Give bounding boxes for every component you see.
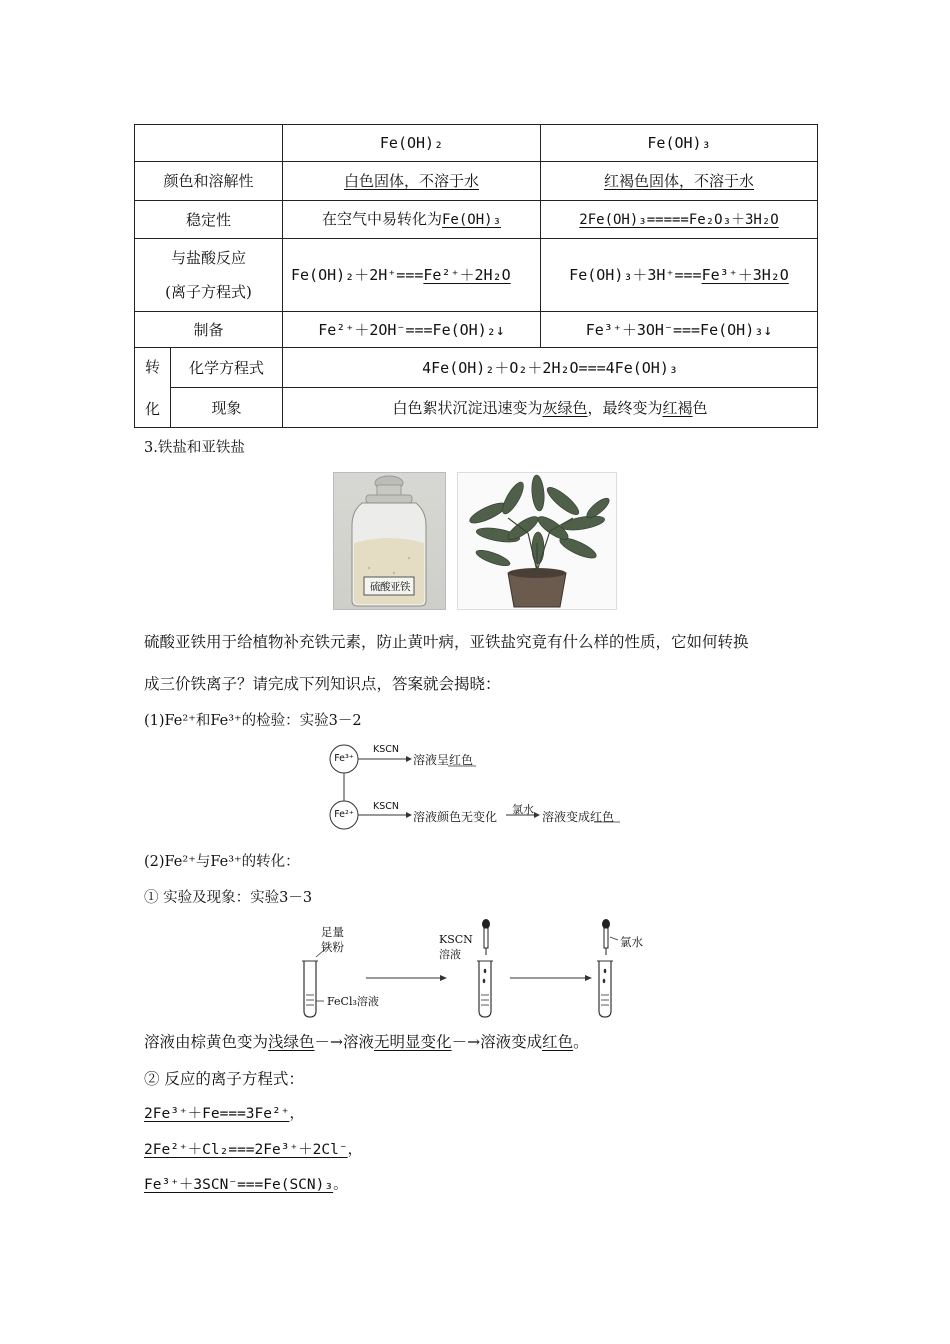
iron-powder-line1: 足量 (321, 925, 344, 939)
acid-fe3-prefix: Fe(OH)₃＋3H⁺=== (569, 266, 702, 284)
result-fe2-final (542, 808, 614, 825)
conv-char-1: 转 (144, 357, 160, 376)
table-corner-cell (135, 125, 283, 162)
answer-feoh2-stability: Fe(OH)₃ (442, 212, 502, 228)
iron-powder-line2: 铁粉 (321, 940, 344, 954)
answer-feoh3-acid: Fe³⁺＋3H₂O (701, 266, 789, 284)
conv-char-2: 化 (144, 399, 160, 418)
intro-line-1: 硫酸亚铁用于给植物补充铁元素，防止黄叶病，亚铁盐究竟有什么样的性质，它如何转换 (144, 633, 749, 651)
iron-powder-label (321, 925, 344, 955)
fe3-ion-label: Fe³⁺ (334, 753, 354, 764)
intro-line-2: 成三价铁离子？请完成下列知识点，答案就会揭晓： (144, 675, 501, 693)
header-feoh3: Fe(OH)₃ (541, 125, 818, 162)
item-2-2-heading: ② 反应的离子方程式： (144, 1070, 304, 1088)
equation-1-end: ， (289, 1106, 304, 1122)
iron-hydroxide-table (134, 124, 818, 428)
answer-light-green: 浅绿色 (268, 1033, 315, 1051)
equation-2: 2Fe²⁺＋Cl₂===2Fe³⁺＋2Cl⁻ (144, 1142, 348, 1158)
equation-3: Fe³⁺＋3SCN⁻===Fe(SCN)₃ (144, 1177, 334, 1193)
kscn-solution-line2: 溶液 (439, 948, 461, 961)
obs-p1: 溶液由棕黄色变为 (144, 1033, 269, 1051)
item-2-1-heading: ① 实验及现象：实验3－3 (144, 890, 313, 906)
answer-red-brown: 红褐 (662, 398, 693, 417)
ferrous-sulfate-bottle-photo (333, 472, 446, 610)
answer-feoh2-color: 白色固体，不溶于水 (343, 172, 479, 190)
plant-icon (458, 473, 616, 609)
acid-label-line2: (离子方程式) (165, 283, 252, 301)
prep-feoh3: Fe³⁺＋3OH⁻===Fe(OH)₃↓ (541, 312, 818, 348)
row-label-phenomenon: 现象 (171, 388, 283, 428)
chlorine-water-label: 氯水 (512, 803, 534, 816)
acid-label-line1: 与盐酸反应 (170, 249, 246, 267)
equation-3-end: 。 (333, 1177, 348, 1193)
stability-fe2-prefix: 在空气中易转化为 (321, 210, 442, 228)
answer-feoh3-color: 红褐色固体，不溶于水 (603, 172, 754, 190)
phenomenon-suffix: 色 (692, 398, 708, 417)
conversion-equation: 4Fe(OH)₂＋O₂＋2H₂O===4Fe(OH)₃ (283, 348, 818, 388)
phenomenon-middle: ，最终变为 (587, 398, 663, 417)
plant-photo (457, 472, 617, 610)
row-label-prep: 制备 (135, 312, 283, 348)
bottle-label: 硫酸亚铁 (370, 581, 410, 593)
observation-line (144, 1030, 589, 1052)
result-fe2-no-change: 溶液颜色无变化 (413, 810, 498, 824)
answer-feoh2-acid: Fe²⁺＋2H₂O (423, 266, 511, 284)
kscn-label-bottom: KSCN (373, 801, 399, 812)
section3-heading: 3.铁盐和亚铁盐 (144, 440, 245, 456)
equation-2-end: ， (347, 1142, 363, 1158)
kscn-label-top: KSCN (373, 744, 399, 755)
obs-p2: 溶液 (343, 1033, 375, 1051)
chlorine-water-label-2: 氯水 (620, 935, 643, 949)
result-fe2-answer: 红色 (590, 810, 615, 824)
phenomenon-prefix: 白色絮状沉淀迅速变为 (392, 398, 543, 417)
equation-2-line (144, 1138, 362, 1159)
result-fe2-prefix: 溶液变成 (542, 810, 591, 824)
answer-red: 红色 (542, 1033, 574, 1051)
row-label-acid (135, 239, 283, 312)
kscn-solution-label (439, 932, 473, 962)
fecl3-label: FeCl₃溶液 (327, 995, 379, 1008)
answer-feoh3-stability: 2Fe(OH)₃=====Fe₂O₃＋3H₂O (579, 212, 779, 228)
equation-1: 2Fe³⁺＋Fe===3Fe²⁺ (144, 1106, 290, 1122)
equation-3-line (144, 1173, 348, 1194)
test-tube-2 (477, 919, 493, 1017)
result-fe3 (413, 751, 473, 768)
row-label-conversion (135, 348, 171, 428)
prep-feoh2: Fe²⁺＋2OH⁻===Fe(OH)₂↓ (283, 312, 541, 348)
obs-p3: 溶液变成 (480, 1033, 543, 1051)
row-label-color: 颜色和溶解性 (135, 162, 283, 201)
result-fe3-prefix: 溶液呈 (413, 753, 450, 767)
test-tube-1 (302, 945, 330, 1017)
answer-grey-green: 灰绿色 (542, 398, 588, 417)
test-tube-3 (597, 919, 618, 1017)
row-label-equation: 化学方程式 (171, 348, 283, 388)
item-2-heading: (2)Fe²⁺与Fe³⁺的转化： (144, 854, 300, 870)
row-label-stability: 稳定性 (135, 201, 283, 239)
header-feoh2: Fe(OH)₂ (283, 125, 541, 162)
kscn-solution-line1: KSCN (439, 933, 473, 946)
acid-fe2-prefix: Fe(OH)₂＋2H⁺=== (291, 266, 424, 284)
fe2-ion-label: Fe²⁺ (334, 809, 354, 820)
obs-end: 。 (573, 1033, 589, 1051)
equation-1-line (144, 1102, 304, 1123)
answer-no-change: 无明显变化 (374, 1033, 452, 1051)
item-1-heading: (1)Fe²⁺和Fe³⁺的检验：实验3－2 (144, 713, 362, 729)
obs-arrow-1: －→ (314, 1033, 344, 1051)
obs-arrow-2: －→ (451, 1033, 481, 1051)
result-fe3-answer: 红色 (449, 753, 474, 767)
